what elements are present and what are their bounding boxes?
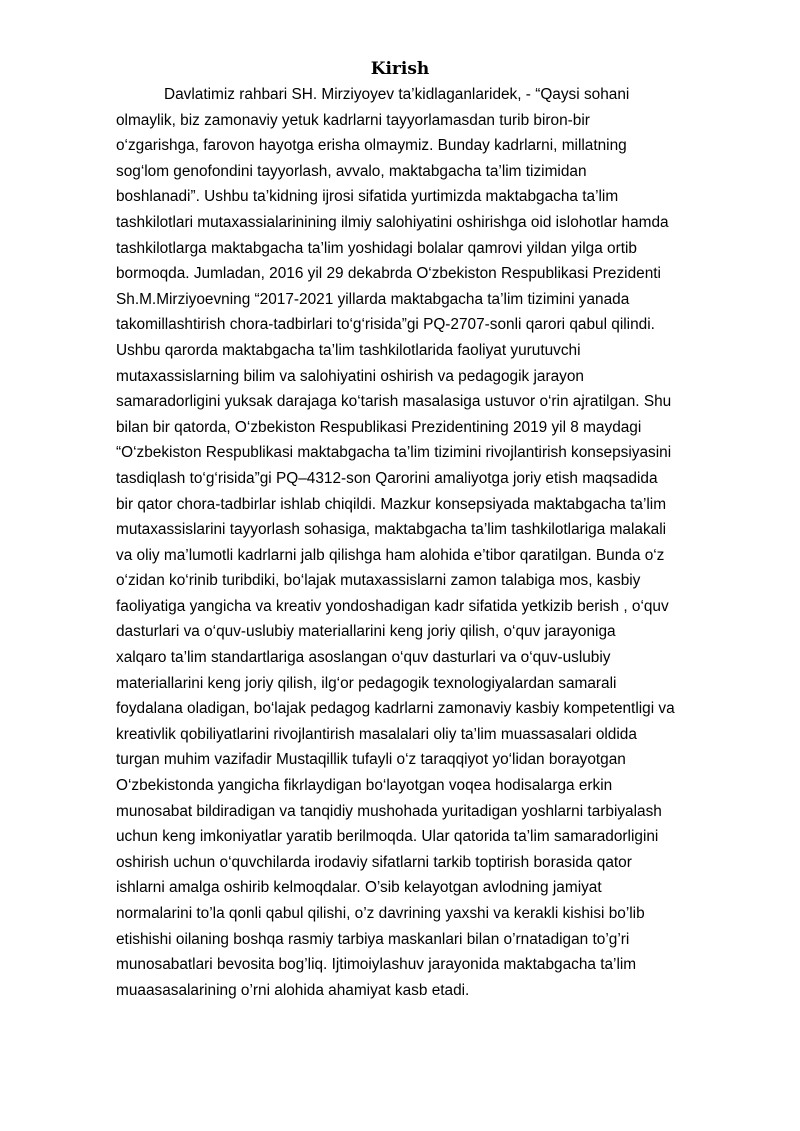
paragraph-line: bilan bir qatorda, O‘zbekiston Respublikasi Prezidentining 2019 yil 8 maydagi <box>116 418 642 436</box>
paragraph-line: faoliyatiga yangicha va kreativ yondoshadigan kadr sifatida yetkizib berish , o‘quv <box>116 597 669 615</box>
paragraph-line: Sh.M.Mirziyoevning “2017-2021 yillarda maktabgacha ta’lim tizimini yanada <box>116 290 630 308</box>
paragraph-line: dasturlari va o‘quv-uslubiy materiallarini keng joriy qilish, o‘quv jarayoniga <box>116 623 616 641</box>
paragraph-line: muaasasalarining o’rni alohida ahamiyat kasb etadi. <box>116 981 470 999</box>
paragraph-line: turgan muhim vazifadir Mustaqillik tufayli o‘z taraqqiyot yo‘lidan borayotgan <box>116 751 626 769</box>
paragraph-line: ishlarni amalga oshirib kelmoqdalar. O’sib kelayotgan avlodning jamiyat <box>116 879 602 897</box>
paragraph-line: kreativlik qobiliyatlarini rivojlantirish masalalari oliy ta’lim muassasalari oldida <box>116 725 637 743</box>
paragraph-line: bir qator chora-tadbirlar ishlab chiqildi. Mazkur konsepsiyada maktabgacha ta’lim <box>116 495 667 513</box>
paragraph-line: mutaxassislarini tayyorlash sohasiga, maktabgacha ta’lim tashkilotlariga malakali <box>116 521 667 539</box>
paragraph-line: foydalana oladigan, bo‘lajak pedagog kadrlarni zamonaviy kasbiy kompetentligi va <box>116 700 675 718</box>
paragraph-line: uchun keng imkoniyatlar yaratib berilmoqda. Ular qatorida ta’lim samaradorligini <box>116 828 659 846</box>
paragraph-line: normalarini to’la qonli qabul qilishi, o’z davrining yaxshi va kerakli kishisi bo’lib <box>116 905 645 922</box>
paragraph-line: Ushbu qarorda maktabgacha ta’lim tashkilotlarida faoliyat yurutuvchi <box>116 341 581 359</box>
page-title: Kirish <box>370 59 430 79</box>
paragraph-line: olmaylik, biz zamonaviy yetuk kadrlarni tayyorlamasdan turib biron-bir <box>116 111 590 129</box>
paragraph-line: o‘zidan ko‘rinib turibdiki, bo‘lajak mutaxassislarni zamon talabiga mos, kasbiy <box>116 572 641 590</box>
paragraph-line: Davlatimiz rahbari SH. Mirziyoyev ta’kidlaganlaridek, - “Qaysi sohani <box>164 86 630 103</box>
paragraph-line: boshlanadi”. Ushbu ta’kidning ijrosi sifatida yurtimizda maktabgacha ta’lim <box>116 188 619 206</box>
paragraph-line: munosabatlari bevosita bog’liq. Ijtimoiylashuv jarayonida maktabgacha ta’lim <box>116 956 637 974</box>
paragraph-line: sog‘lom genofondini tayyorlash, avvalo, maktabgacha ta’lim tizimidan <box>116 162 587 180</box>
paragraph-line: xalqaro ta’lim standartlariga asoslangan o‘quv dasturlari va o‘quv-uslubiy <box>116 649 611 667</box>
paragraph-line: etishishi oilaning boshqa rasmiy tarbiya maskanlari bilan o’rnatadigan to’g’ri <box>116 930 630 948</box>
paragraph-line: bormoqda. Jumladan, 2016 yil 29 dekabrda O‘zbekiston Respublikasi Prezidenti <box>116 265 661 283</box>
paragraph-line: tasdiqlash to‘g‘risida”gi PQ–4312-son Qarorini amaliyotga joriy etish maqsadida <box>116 469 658 487</box>
paragraph-line: samaradorligini yuksak darajaga ko‘tarish masalasiga ustuvor o‘rin ajratilgan. Shu <box>116 393 672 411</box>
paragraph-line: tashkilotlarga maktabgacha ta’lim yoshidagi bolalar qamrovi yildan yilga ortib <box>116 239 637 257</box>
paragraph-line: o‘zgarishga, farovon hayotga erisha olmaymiz. Bunday kadrlarni, millatning <box>116 137 627 155</box>
paragraph-line: va oliy ma’lumotli kadrlarni jalb qilishga ham alohida e’tibor qaratilgan. Bunda o‘z <box>116 546 665 564</box>
paragraph-line: takomillashtirish chora-tadbirlari to‘g‘risida”gi PQ-2707-sonli qarori qabul qilindi. <box>116 316 655 334</box>
paragraph-line: munosabat bildiradigan va tanqidiy mushohada yuritadigan yoshlarni tarbiyalash <box>116 802 662 820</box>
paragraph-line: materiallarini keng joriy qilish, ilg‘or pedagogik texnologiyalardan samarali <box>116 674 617 692</box>
paragraph-line: tashkilotlari mutaxassialarinining ilmiy salohiyatini oshirishga oid islohotlar hamda <box>116 213 669 231</box>
body-paragraph <box>116 82 746 1003</box>
paragraph-line: mutaxassislarning bilim va salohiyatini oshirish va pedagogik jarayon <box>116 367 584 385</box>
paragraph-line: O‘zbekistonda yangicha fikrlaydigan bo‘layotgan voqea hodisalarga erkin <box>116 777 613 795</box>
paragraph-line: oshirish uchun o‘quvchilarda irodaviy sifatlarni tarkib toptirish borasida qator <box>116 853 632 871</box>
paragraph-line: “O‘zbekiston Respublikasi maktabgacha ta’lim tizimini rivojlantirish konsepsiyasini <box>116 444 672 462</box>
